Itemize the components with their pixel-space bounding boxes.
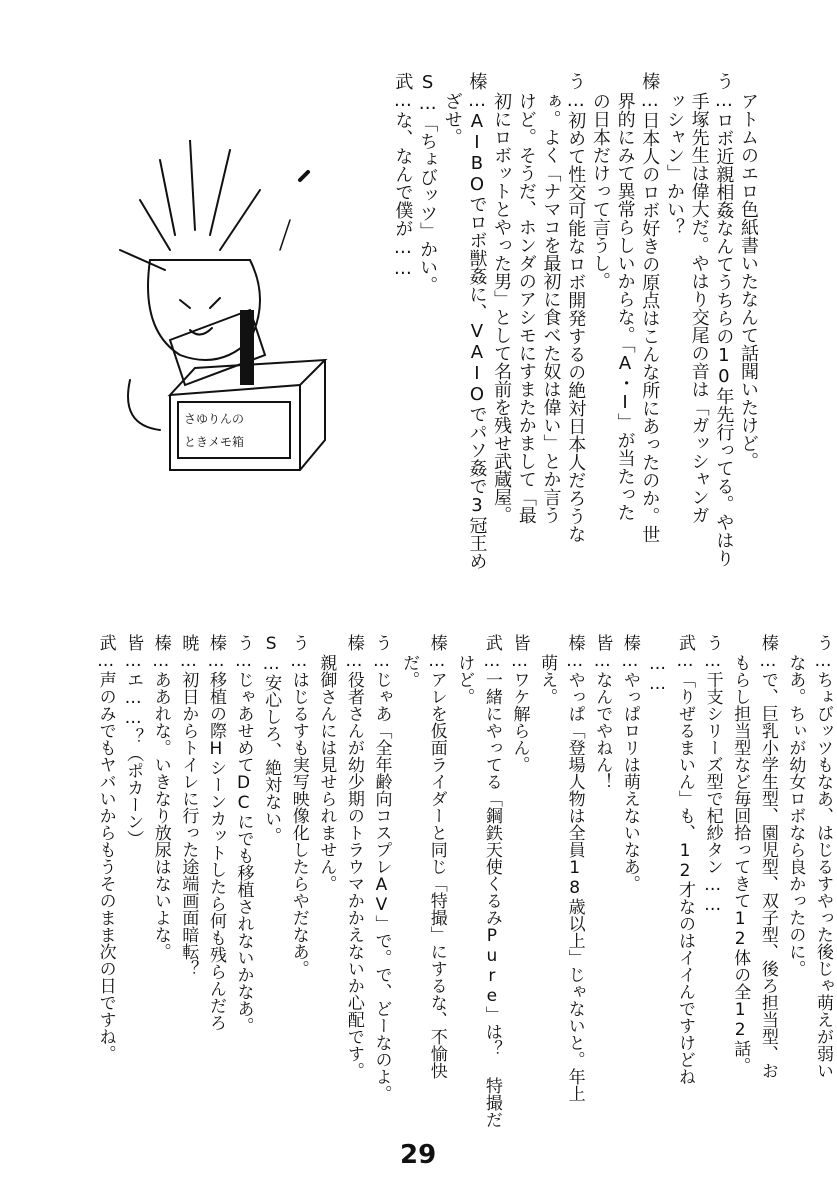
dark-leg [240, 310, 254, 385]
dialogue-line: アトムのエロ色紙書いたなんて話聞いたけど。 [738, 92, 759, 470]
dialogue-line: 榛…移植の際Hシーンカットしたら何も残らんだろ [205, 634, 226, 1031]
dialogue-line: 榛…アレを仮面ライダーと同じ「特撮」にするな、不愉快 [426, 634, 447, 1079]
chibi-character-illustration [100, 140, 350, 480]
hair-spike-lines [120, 140, 260, 270]
dialogue-line: 武…一緒にやってる「鋼鉄天使くるみPure」は？ 特撮だ [481, 634, 502, 1128]
bottom-dialogue-block [86, 634, 833, 1128]
dialogue-line: の日本だけって言うし。 [589, 92, 611, 290]
dialogue-line: 皆…なんでやねん！ [592, 634, 613, 790]
dialogue-line: 親御さんには見せられません。 [316, 654, 337, 892]
dialogue-line: …… [647, 654, 668, 694]
dialogue-line: もらし担当型など毎回拾ってきて12体の全12話。 [730, 654, 751, 1074]
dialogue-line: S…「ちょびッツ」かい。 [417, 72, 439, 294]
dialogue-line: う…初めて性交可能なロボ開発するの絶対日本人だろうな [565, 72, 587, 543]
dialogue-line: う…じゃあせめてDCにでも移植されないかなあ。 [233, 634, 254, 1034]
dialogue-line: ッシャン」かい？ [663, 92, 685, 236]
page-number: 29 [400, 1140, 437, 1170]
dialogue-line: う…ちょびッツもなあ、はじるすやった後じゃ萌えが弱い [813, 634, 833, 1079]
dialogue-line: 榛…ああれな。いきなり放尿はないよな。 [150, 634, 171, 960]
dialogue-line: ぁ。よく「ナマコを最初に食べた奴は偉い」とか言う [540, 92, 562, 524]
dialogue-line: けど。 [454, 654, 475, 705]
dialogue-line: けど。そうだ、ホンダのアシモにすまたかまして「最 [515, 92, 537, 524]
fly-mark [300, 172, 308, 180]
dialogue-line: 皆…ワケ解らん。 [509, 634, 530, 773]
dialogue-line: う…干支シリーズ型で杞紗タン…… [702, 634, 723, 915]
dialogue-line: 武…声のみでもヤバいからもうそのまま次の日ですね。 [95, 634, 116, 1062]
box-label-line2: ときメモ箱 [184, 435, 245, 449]
dialogue-line: 界的にみて異常らしいからな。「A・I」が当たった [614, 92, 636, 521]
dialogue-line: なあ。ちぃが幼女ロボなら良かったのに。 [785, 654, 806, 977]
dialogue-line: 萌え。 [537, 654, 558, 705]
dialogue-line: 榛…AIBOでロボ獣姦に、VAIOでパソ姦で3冠王め [466, 72, 488, 570]
box-label: さゆりんの [184, 412, 245, 426]
dialogue-line: 榛…役者さんが幼少期のトラウマかかえないか心配です。 [343, 634, 364, 1079]
dialogue-line: う…はじるすも実写映像化したらやだなあ。 [288, 634, 309, 977]
dialogue-line: 榛…で、巨乳小学生型、園児型、双子型、後ろ担当型、お [757, 634, 778, 1079]
dialogue-line: 榛…やっぱロリは萌えないなあ。 [619, 634, 640, 892]
dialogue-line: 手塚先生は偉大だ。やはり交尾の音は「ガッシャンガ [688, 92, 710, 524]
top-dialogue-block [387, 72, 757, 592]
dialogue-line: う…ロボ近親相姦なんてうちらの10年先行ってる。やはり [713, 72, 735, 567]
dialogue-line: 暁…初日からトイレに行った途端画面暗転？ [178, 634, 199, 977]
dialogue-line: ざせ。 [441, 92, 463, 146]
dialogue-line: S…安心しろ、絶対ない。 [261, 634, 282, 844]
motion-line [280, 220, 290, 250]
dialogue-line: 皆…エ……？（ポカーン） [123, 634, 144, 847]
arm-outline [128, 380, 160, 430]
dialogue-line: 初にロボットとやった男」として名前を残せ武蔵屋。 [491, 92, 513, 524]
dialogue-line: 武…な、なんで僕が…… [392, 72, 414, 279]
dialogue-line: 榛…日本人のロボ好きの原点はこんな所にあったのか。世 [639, 72, 661, 543]
dialogue-line: 武…「りぜるまいん」も、12才なのはイイんですけどね [675, 634, 696, 1085]
dialogue-line: だ。 [399, 654, 420, 688]
dialogue-line: う…じゃあ「全年齢向コスプレAV」で。で、どーなのよ。 [371, 634, 392, 1102]
dialogue-line: 榛…やっぱ「登場人物は全員18歳以上」じゃないと。年上 [564, 634, 585, 1102]
